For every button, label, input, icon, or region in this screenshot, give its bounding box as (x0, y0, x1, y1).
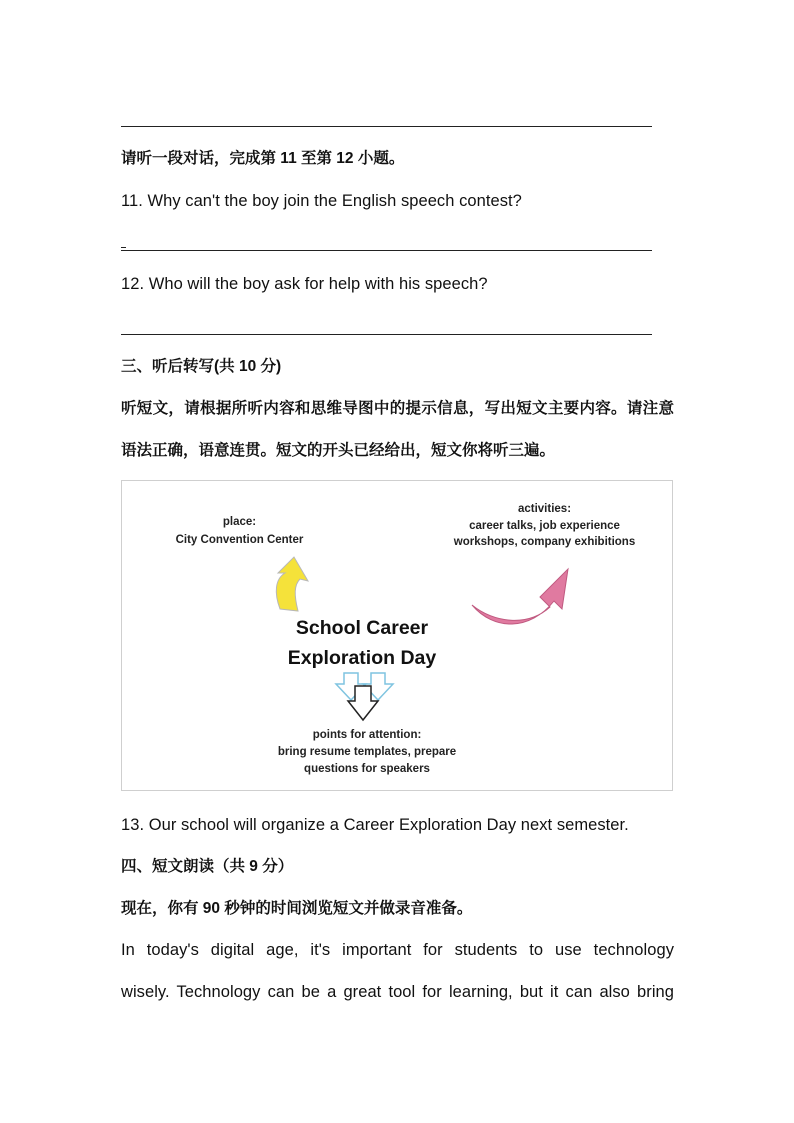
attention-line2: questions for speakers (304, 763, 430, 775)
place-value: City Convention Center (175, 534, 304, 546)
question-13: 13. Our school will organize a Career Exploration Day next semester. (121, 816, 629, 834)
section2-intro: 请听一段对话，完成第 11 至第 12 小题。 (121, 150, 405, 167)
activities-line2: workshops, company exhibitions (453, 536, 636, 548)
answer-line-11[interactable] (121, 250, 652, 251)
answer-line-12[interactable] (121, 334, 652, 335)
section4-instruction: 现在，你有 90 秒钟的时间浏览短文并做录音准备。 (121, 900, 473, 917)
attention-line1: bring resume templates, prepare (277, 746, 457, 758)
activities-label: activities: (517, 503, 572, 515)
question-12: 12. Who will the boy ask for help with his speech? (121, 275, 488, 293)
activities-line1: career talks, job experience (469, 520, 620, 532)
passage-line1: In today's digital age, it's important for students to use technology (121, 941, 674, 959)
section3-heading: 三、听后转写(共 10 分) (121, 358, 282, 375)
black-down-arrow-icon (348, 686, 378, 720)
section3-instruction-line2: 语法正确，语意连贯。短文的开头已经给出，短文你将听三遍。 (121, 442, 556, 459)
pink-curved-arrow-icon (472, 569, 568, 624)
mind-map (121, 480, 673, 791)
attention-label: points for attention: (312, 729, 422, 741)
mind-map-title-line2: Exploration Day (287, 647, 437, 669)
question-11: 11. Why can't the boy join the English speech contest? (121, 192, 522, 210)
mind-map-title-line1: School Career (295, 617, 429, 639)
section3-instruction-line1: 听短文，请根据所听内容和思维导图中的提示信息，写出短文主要内容。请注意 (121, 400, 674, 417)
yellow-up-arrow-icon (276, 557, 308, 611)
answer-line-top (121, 126, 652, 127)
place-label: place: (222, 516, 257, 528)
answer-line-mark (121, 247, 126, 248)
passage-line2: wisely. Technology can be a great tool for learning, but it can also bring (121, 983, 674, 1001)
section4-heading: 四、短文朗读（共 9 分） (121, 858, 294, 875)
